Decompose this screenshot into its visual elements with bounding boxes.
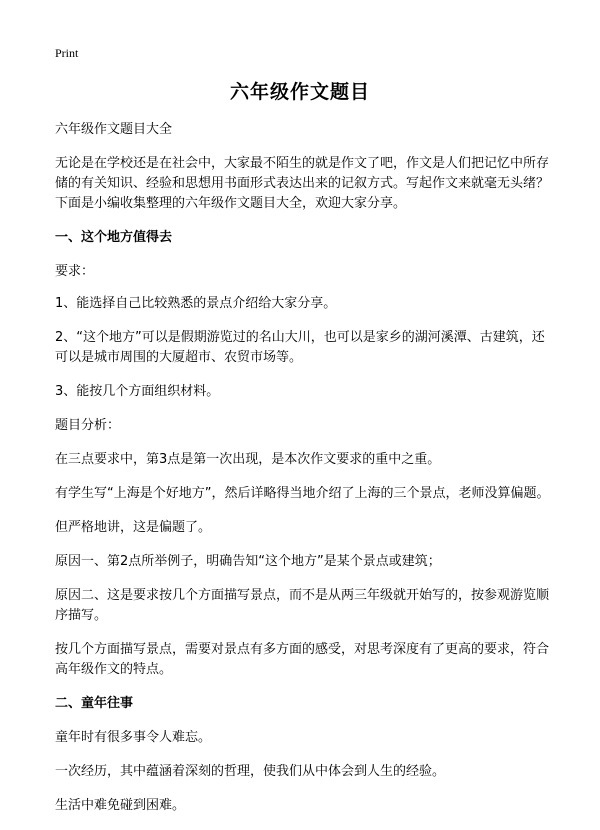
section2-paragraph-1: 童年时有很多事令人难忘。	[55, 730, 212, 745]
requirement-2: 2、“这个地方”可以是假期游览过的名山大川，也可以是家乡的湖河溪潭、古建筑，还可以是城市周围的大厦超市、农贸市场等。	[55, 330, 545, 365]
section-heading-1: 一、这个地方值得去	[55, 230, 173, 245]
requirement-1: 1、能选择自己比较熟悉的景点介绍给大家分享。	[55, 296, 337, 311]
requirement-3: 3、能按几个方面组织材料。	[55, 384, 220, 399]
page-title: 六年级作文题目	[229, 81, 370, 103]
analysis-paragraph-5: 原因二、这是要求按几个方面描写景点，而不是从两三年级就开始写的，按参观游览顺序描写。	[55, 588, 550, 623]
print-label: Print	[55, 46, 79, 60]
document-body	[55, 120, 555, 830]
section2-paragraph-2: 一次经历，其中蕴涵着深刻的哲理，使我们从中体会到人生的经验。	[55, 764, 446, 779]
analysis-paragraph-3: 但严格地讲，这是偏题了。	[55, 520, 212, 535]
analysis-paragraph-4: 原因一、第2点所举例子，明确告知“这个地方”是某个景点或建筑；	[55, 554, 441, 569]
analysis-paragraph-2: 有学生写“上海是个好地方”，然后详略得当地介绍了上海的三个景点，老师没算偏题。	[55, 486, 550, 501]
analysis-label: 题目分析：	[55, 418, 121, 433]
section2-paragraph-3: 生活中难免碰到困难。	[55, 798, 186, 813]
requirements-label: 要求：	[55, 264, 95, 279]
analysis-paragraph-1: 在三点要求中，第3点是第一次出现，是本次作文要求的重中之重。	[55, 452, 441, 467]
document-subtitle: 六年级作文题目大全	[55, 122, 173, 137]
intro-paragraph: 无论是在学校还是在社会中，大家最不陌生的就是作文了吧，作文是人们把记忆中所存储的有关知识、经验和思想用书面形式表达出来的记叙方式。写起作文来就毫无头绪？下面是小编收集整理的六年级作文题目大全，欢迎大家分享。	[55, 156, 550, 211]
section-heading-2: 二、童年往事	[55, 696, 134, 711]
analysis-paragraph-6: 按几个方面描写景点，需要对景点有多方面的感受，对思考深度有了更高的要求，符合高年级作文的特点。	[55, 642, 550, 677]
